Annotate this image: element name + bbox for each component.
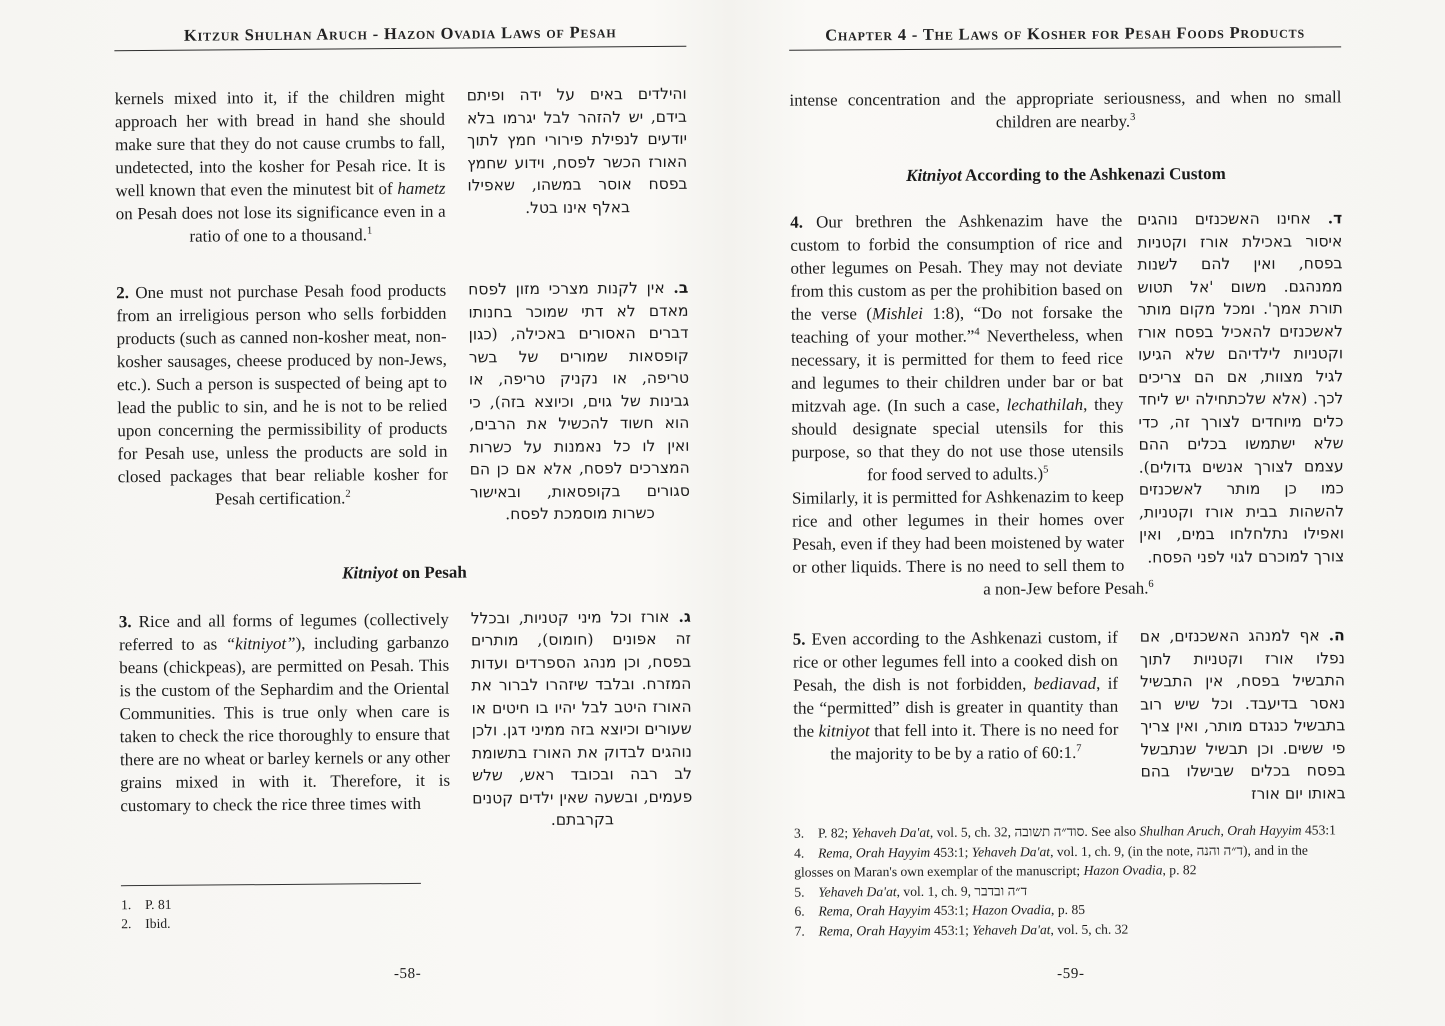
footnote-5-text: Yehaveh Da'at, vol. 1, ch. 9, ד״ה ובדבר [818, 882, 1028, 900]
kitniyot-ashkenazi-heading: Kitniyot According to the Ashkenazi Custom [906, 164, 1226, 185]
paragraph-4-hebrew: ד. אחינו האשכנזים נוהגים איסור באכילת אורז וקטניות בפסח, ואין להם לשנות ממנהגם. משום 'אל תטוש תורת אמך'. ומכל מקום מותר לאשכנזים להאכיל בפסח אורז וקטניות לילדיהם שלא הגיעו לגיל מצוות, אם הם צריכים לכך. (אלא שלכתחילה יש ליחד כלים מיוחדים לצורך זה, כדי שלא ישתמשו בכלים ההם עצמם לצורך אנשים גדולים). כמו כן מותר לאשכנזים להשהות בבית אורז וקטניות, ואפילו נתלחלחו במים, ואין צורך למוכרם לגוי לפני הפסח. [1137, 208, 1345, 567]
continuation-paragraph-english: intense concentration and the appropriate seriousness, and when no small children are nearby.$^3$ [789, 87, 1342, 132]
page-left [114, 0, 694, 1026]
left-header-title: Kitzur Shulhan Aruch - Hazon Ovadia Laws of Pesah [183, 22, 617, 45]
footnote-2-text: Ibid. [145, 915, 171, 932]
paragraph-5-english: 5. Even according to the Ashkenazi custom, if rice or other legumes fell into a cooked dish on Pesah, the dish is not forbidden, bediavad, if the “permitted” dish is greater in quantity than the kitniyot that fell into it. There is no need for the majority to be by a ratio of 60:1.$^7$ [792, 627, 1119, 764]
footnote-1-text: P. 81 [145, 896, 172, 912]
right-footnotes [794, 820, 1347, 940]
right-section-4 [790, 207, 1344, 601]
right-header-title: Chapter 4 - The Laws of Kosher for Pesah Foods Products [825, 22, 1306, 45]
paragraph-1-hebrew: והילדים באים על ידה ופיתם בידם, יש להזהר לבל יגרמו בלא יודעים לנפילת פירורי חמץ לתוך האורז הכשר לפסח, וידוע שחמץ בפסח אוסר במשהו, שאפילו באלף אינו בטל. [466, 84, 688, 217]
paragraph-3-english: 3. Rice and all forms of legumes (collectively referred to as “kitniyot”), including garbanzo beans (chickpeas), are permitted on Pesah. This is the custom of the Sephardim and the Oriental Communities. This is true only when care is taken to check the rice thoroughly to ensure that there are no wheat or barley kernels or any other grains mixed in with it. Therefore, it is customary to check the rice three times with [118, 609, 451, 815]
left-row-1 [115, 83, 688, 248]
left-footnotes [121, 880, 693, 933]
footnote-2 [121, 910, 693, 934]
footnote-5-number: 5. [794, 884, 805, 900]
left-page-number: -58- [393, 965, 422, 983]
footnote-2-number: 2. [121, 916, 132, 932]
footnote-3 [794, 820, 1346, 843]
paragraph-2-hebrew: ב. אין לקנות מצרכי מזון לפסח מאדם לא דתי שמוכר בחנותו דברים האסורים באכילה, (כגון קופסאות שמורים של בשר טריפה, או נקניק טריפה, או גבינות של גוים, וכיוצא בזה), כי הוא חשוד להכשיל את הרבים, ואין לו כל נאמנות על כשרות המצרכים לפסח, אלא אם כן הם סגורים בקופסאות, ובאישור כשרות מוסמכת לפסח. [468, 277, 690, 524]
footnote-4 [794, 840, 1346, 882]
page-right [789, 0, 1347, 1026]
left-row-2 [116, 277, 690, 529]
footnote-4-text: Rema, Orah Hayyim 453:1; Yehaveh Da'at, vol. 1, ch. 9, (in the note, ד״ה והנה), and in the glosses on Maran's own exemplar of the manuscript; Hazon Ovadia, p. 82 [794, 842, 1308, 880]
footnote-6-number: 6. [794, 903, 805, 919]
paragraph-2-english: 2. One must not purchase Pesah food products from an irreligious person who sells forbidden products (such as canned non-kosher meat, non-kosher sausages, cheese produced by non-Jews, etc.). Such a person is suspected of being apt to lead the public to sin, and he is not to be relied upon concerning the permissibility of products for Pesah use, unless the products are sold in closed packages that bear reliable kosher for Pesah certification.$^2$ [116, 280, 448, 509]
kitniyot-on-pesah-heading: Kitniyot on Pesah [342, 562, 467, 582]
paragraph-3-hebrew: ג. אורז וכל מיני קטניות, ובכלל זה אפונים (חומוס), מותרים בפסח, וכן מנהג הספרדים ועדות המזרח. ובלבד שיזהרו לברור את האורז היטב לבל יהיו בו חיטים או שעורים וכיוצא בזה ממיני דגן. ולכן נוהגים לבדוק את האורז בתשומת לב רבה ובכובד ראש, שלש פעמים, ובשעה שאין ילדים קטנים בקרבתם. [470, 606, 693, 829]
footnote-3-text: P. 82; Yehaveh Da'at, vol. 5, ch. 32, סוד״ה תשובה. See also Shulhan Aruch, Orah Hayyim 453:1 [817, 822, 1337, 841]
footnote-7-text: Rema, Orah Hayyim 453:1; Yehaveh Da'at, vol. 5, ch. 32 [818, 921, 1129, 939]
right-page-number: -59- [1057, 965, 1085, 983]
footnote-7-number: 7. [794, 923, 805, 939]
footnote-4-number: 4. [794, 845, 805, 861]
paragraph-5-hebrew: ה. אף למנהג האשכנזים, אם נפלו אורז וקטניות לתוך התבשיל בפסח, אין התבשיל נאסר בדיעבד. וכל שיש רוב בתבשיל כנגדם מותר, ואין צריך פי ששים. וכן תבשיל שנתבשל בפסח בכלים שבישלו בהם באותו יום אורז [1139, 625, 1346, 803]
left-running-head [114, 22, 686, 51]
footnote-6-text: Rema, Orah Hayyim 453:1; Hazon Ovadia, p. 85 [818, 901, 1086, 919]
footnote-7 [794, 918, 1346, 941]
paragraph-4b-english: Similarly, it is permitted for Ashkenazim to keep rice and other legumes in their homes over Pesah, even if they had been moistened by water or other liquids. There is no need to sell them to a non-Jew before Pesah.$^6$ [791, 486, 1154, 599]
right-running-head [789, 22, 1341, 50]
paragraph-4-english: 4. Our brethren the Ashkenazim have the custom to forbid the consumption of rice and other legumes on Pesah. They may not deviate from this custom as per the prohibition based on the verse (Mishlei 1:8), “Do not forsake the teaching of your mother.”$^4$ Nevertheless, when necessary, it is permitted for them to feed rice and legumes to their children under bar or bat mitzvah age. (In such a case, lechathilah, they should designate special utensils for this purpose, so that they do not use those utensils for food served to adults.)$^5$ [790, 210, 1124, 485]
footnote-3-number: 3. [793, 825, 805, 841]
right-row-5 [793, 624, 1346, 807]
footnote-1-number: 1. [121, 896, 132, 912]
paragraph-1-english: kernels mixed into it, if the children might approach her with bread in hand she should make sure that they do not cause crumbs to fall, undetected, into the kosher for Pesah rice. It is well known that even the minutest bit of hametz on Pesah does not lose its significance even in a ratio of one to a thousand.$^1$ [114, 86, 446, 246]
footnote-separator [121, 882, 421, 885]
left-row-3 [119, 605, 693, 834]
